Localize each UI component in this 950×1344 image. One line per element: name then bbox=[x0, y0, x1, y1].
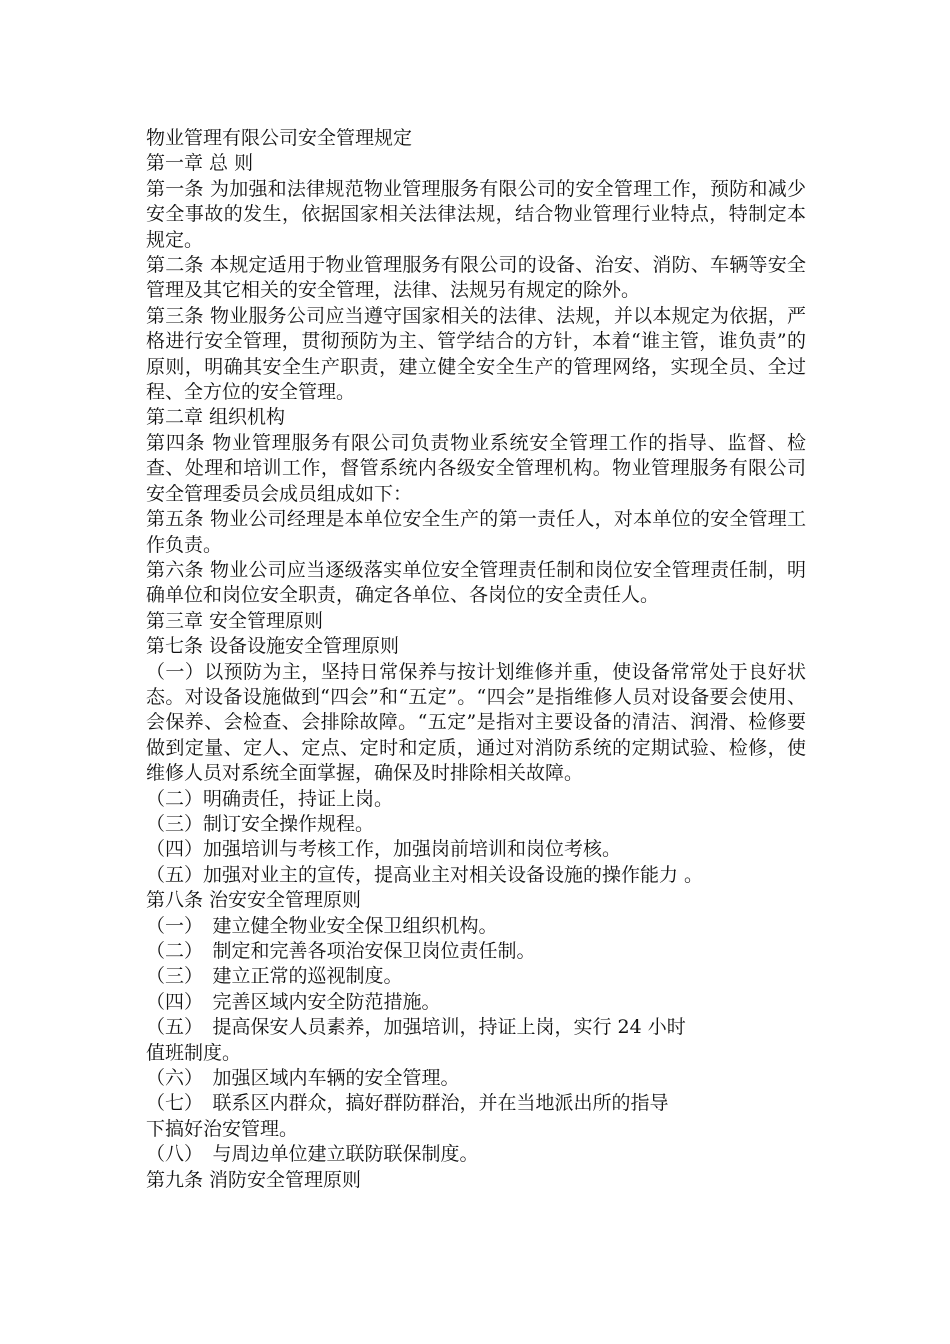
list-item: （五）加强对业主的宣传，提高业主对相关设备设施的操作能力 。 bbox=[146, 863, 704, 886]
article-paragraph: 第二条 本规定适用于物业管理服务有限公司的设备、治安、消防、车辆等安全管理及其它相关的安全管理，法律、法规另有规定的除外。 bbox=[146, 254, 806, 302]
list-item: （三） 建立正常的巡视制度。 bbox=[146, 965, 403, 988]
list-item: （一）以预防为主，坚持日常保养与按计划维修并重，使设备常常处于良好状态。对设备设施做到“四会”和“五定”。“四会”是指维修人员对设备要会使用、会保养、会检查、会排除故障。“五定”是指对主要设备的清洁、润滑、检修要做到定量、定人、定点、定时和定质，通过对消防系统的定期试验、检修，使维修人员对系统全面掌握，确保及时排除相关故障。 bbox=[146, 660, 806, 785]
article-paragraph: 第五条 物业公司经理是本单位安全生产的第一责任人，对本单位的安全管理工作负责。 bbox=[146, 508, 806, 556]
list-item: （二） 制定和完善各项治安保卫岗位责任制。 bbox=[146, 940, 536, 962]
document-title: 物业管理有限公司安全管理规定 bbox=[146, 127, 413, 149]
list-item: （二）明确责任，持证上岗。 bbox=[146, 787, 394, 810]
article-heading: 第八条 治安安全管理原则 bbox=[146, 889, 362, 912]
list-item: （六） 加强区域内车辆的安全管理。 bbox=[146, 1067, 460, 1090]
chapter-heading: 第一章 总 则 bbox=[146, 152, 254, 175]
list-item: （一） 建立健全物业安全保卫组织机构。 bbox=[146, 914, 498, 937]
chapter-heading: 第三章 安全管理原则 bbox=[146, 609, 324, 632]
list-item: （四） 完善区域内安全防范措施。 bbox=[146, 990, 441, 1013]
chapter-heading: 第二章 组织机构 bbox=[146, 406, 286, 429]
article-heading: 第七条 设备设施安全管理原则 bbox=[146, 635, 400, 658]
list-item-continuation: 下搞好治安管理。 bbox=[146, 1117, 299, 1140]
article-paragraph: 第六条 物业公司应当逐级落实单位安全管理责任制和岗位安全管理责任制，明确单位和岗位安全职责，确定各单位、各岗位的安全责任人。 bbox=[146, 558, 806, 607]
article-paragraph: 第一条 为加强和法律规范物业管理服务有限公司的安全管理工作，预防和减少安全事故的发生，依据国家相关法律法规，结合物业管理行业特点，特制定本规定。 bbox=[146, 177, 806, 251]
list-item-continuation: 值班制度。 bbox=[146, 1041, 242, 1064]
article-paragraph: 第四条 物业管理服务有限公司负责物业系统安全管理工作的指导、监督、检查、处理和培训工作，督管系统内各级安全管理机构。物业管理服务有限公司安全管理委员会成员组成如下： bbox=[146, 431, 806, 505]
list-item: （五） 提高保安人员素养，加强培训，持证上岗，实行 24 小时 bbox=[146, 1016, 686, 1039]
list-item: （八） 与周边单位建立联防联保制度。 bbox=[146, 1143, 479, 1166]
document-body bbox=[146, 126, 806, 1193]
list-item: （四）加强培训与考核工作，加强岗前培训和岗位考核。 bbox=[146, 838, 622, 861]
article-heading: 第九条 消防安全管理原则 bbox=[146, 1168, 362, 1191]
list-item: （七） 联系区内群众，搞好群防群治，并在当地派出所的指导 bbox=[146, 1092, 669, 1115]
article-paragraph: 第三条 物业服务公司应当遵守国家相关的法律、法规，并以本规定为依据，严格进行安全管理，贯彻预防为主、管学结合的方针，本着“谁主管，谁负责”的原则，明确其安全生产职责，建立健全安全生产的管理网络，实现全员、全过程、全方位的安全管理。 bbox=[146, 304, 806, 404]
list-item: （三）制订安全操作规程。 bbox=[146, 812, 375, 835]
